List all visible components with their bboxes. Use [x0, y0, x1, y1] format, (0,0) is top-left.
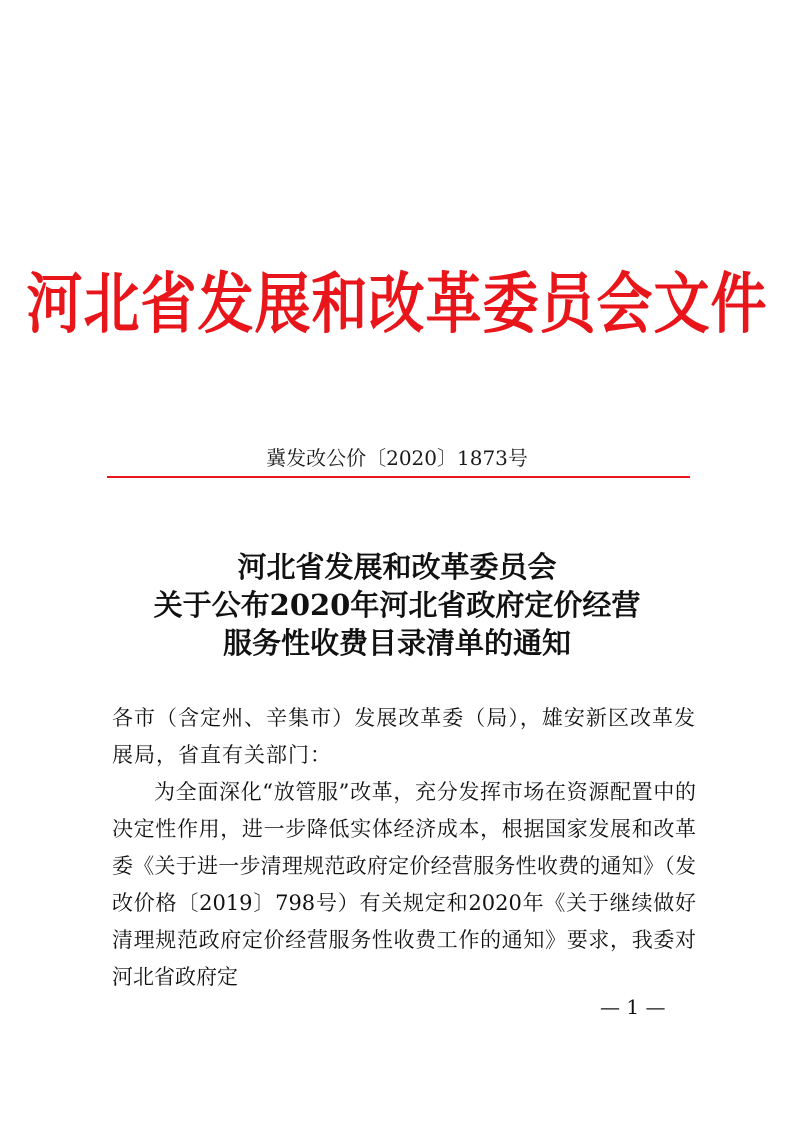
red-divider-line: [107, 476, 690, 478]
body-paragraph: 为全面深化“放管服”改革，充分发挥市场在资源配置中的决定性作用，进一步降低实体经济成本，根据国家发展和改革委《关于进一步清理规范政府定价经营服务性收费的通知》（发改价格〔2019〕798号）有关规定和2020年《关于继续做好清理规范政府定价经营服务性收费工作的通知》要求，我委对河北省政府定: [112, 780, 696, 989]
title-line-2: 关于公布2020年河北省政府定价经营: [153, 588, 641, 622]
notice-title: [0, 548, 794, 662]
title-line-3: 服务性收费目录清单的通知: [222, 626, 571, 660]
page-number: — 1 —: [600, 995, 666, 1019]
document-number: 冀发改公价〔2020〕1873号: [266, 446, 528, 470]
body-text: [112, 700, 696, 996]
salutation: 各市（含定州、辛集市）发展改革委（局），雄安新区改革发展局，省直有关部门：: [112, 706, 696, 767]
title-line-1: 河北省发展和改革委员会: [237, 550, 557, 584]
masthead-title: 河北省发展和改革委员会文件: [26, 266, 768, 343]
